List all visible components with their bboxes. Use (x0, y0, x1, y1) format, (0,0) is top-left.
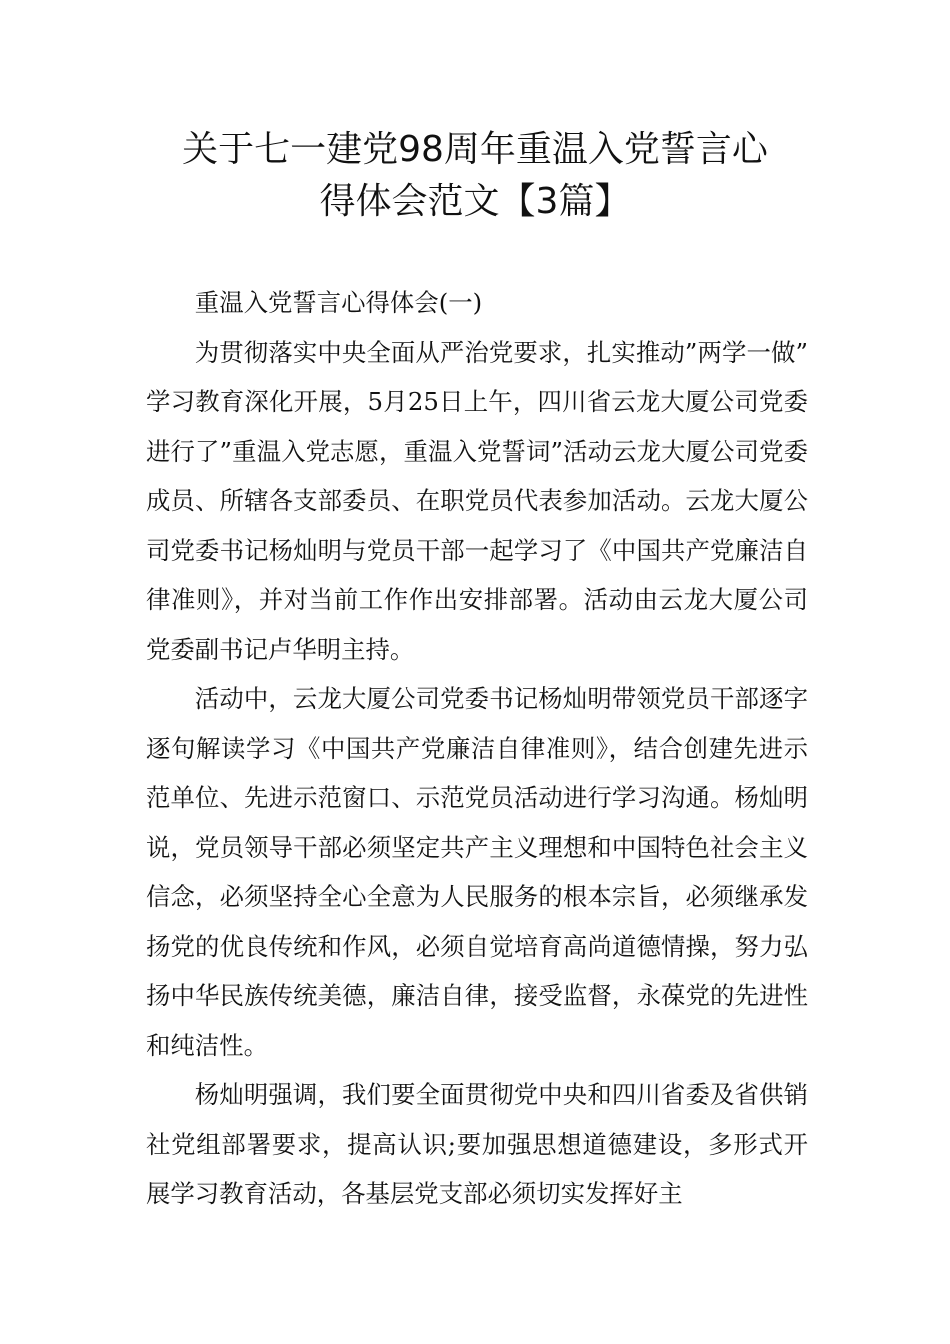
paragraph: 活动中，云龙大厦公司党委书记杨灿明带领党员干部逐字逐句解读学习《中国共产党廉洁自律准则》，结合创建先进示范单位、先进示范窗口、示范党员活动进行学习沟通。杨灿明说，党员领导干部必须坚定共产主义理想和中国特色社会主义信念，必须坚持全心全意为人民服务的根本宗旨，必须继承发扬党的优良传统和作风，必须自觉培育高尚道德情操，努力弘扬中华民族传统美德，廉洁自律，接受监督，永葆党的先进性和纯洁性。 (146, 684, 808, 1060)
section-heading: 重温入党誓言心得体会(一) (194, 288, 483, 317)
title-line-2: 得体会范文【3篇】 (319, 181, 631, 222)
paragraph: 为贯彻落实中央全面从严治党要求，扎实推动”两学一做”学习教育深化开展，5月25日上午，四川省云龙大厦公司党委进行了”重温入党志愿，重温入党誓词”活动云龙大厦公司党委成员、所辖各支部委员、在职党员代表参加活动。云龙大厦公司党委书记杨灿明与党员干部一起学习了《中国共产党廉洁自律准则》，并对当前工作作出安排部署。活动由云龙大厦公司党委副书记卢华明主持。 (146, 337, 808, 664)
title-line-1: 关于七一建党98周年重温入党誓言心 (182, 129, 768, 170)
paragraph: 杨灿明强调，我们要全面贯彻党中央和四川省委及省供销社党组部署要求，提高认识;要加强思想道德建设，多形式开展学习教育活动，各基层党支部必须切实发挥好主 (146, 1080, 808, 1208)
document-body (146, 278, 808, 1219)
document-title (120, 124, 830, 228)
